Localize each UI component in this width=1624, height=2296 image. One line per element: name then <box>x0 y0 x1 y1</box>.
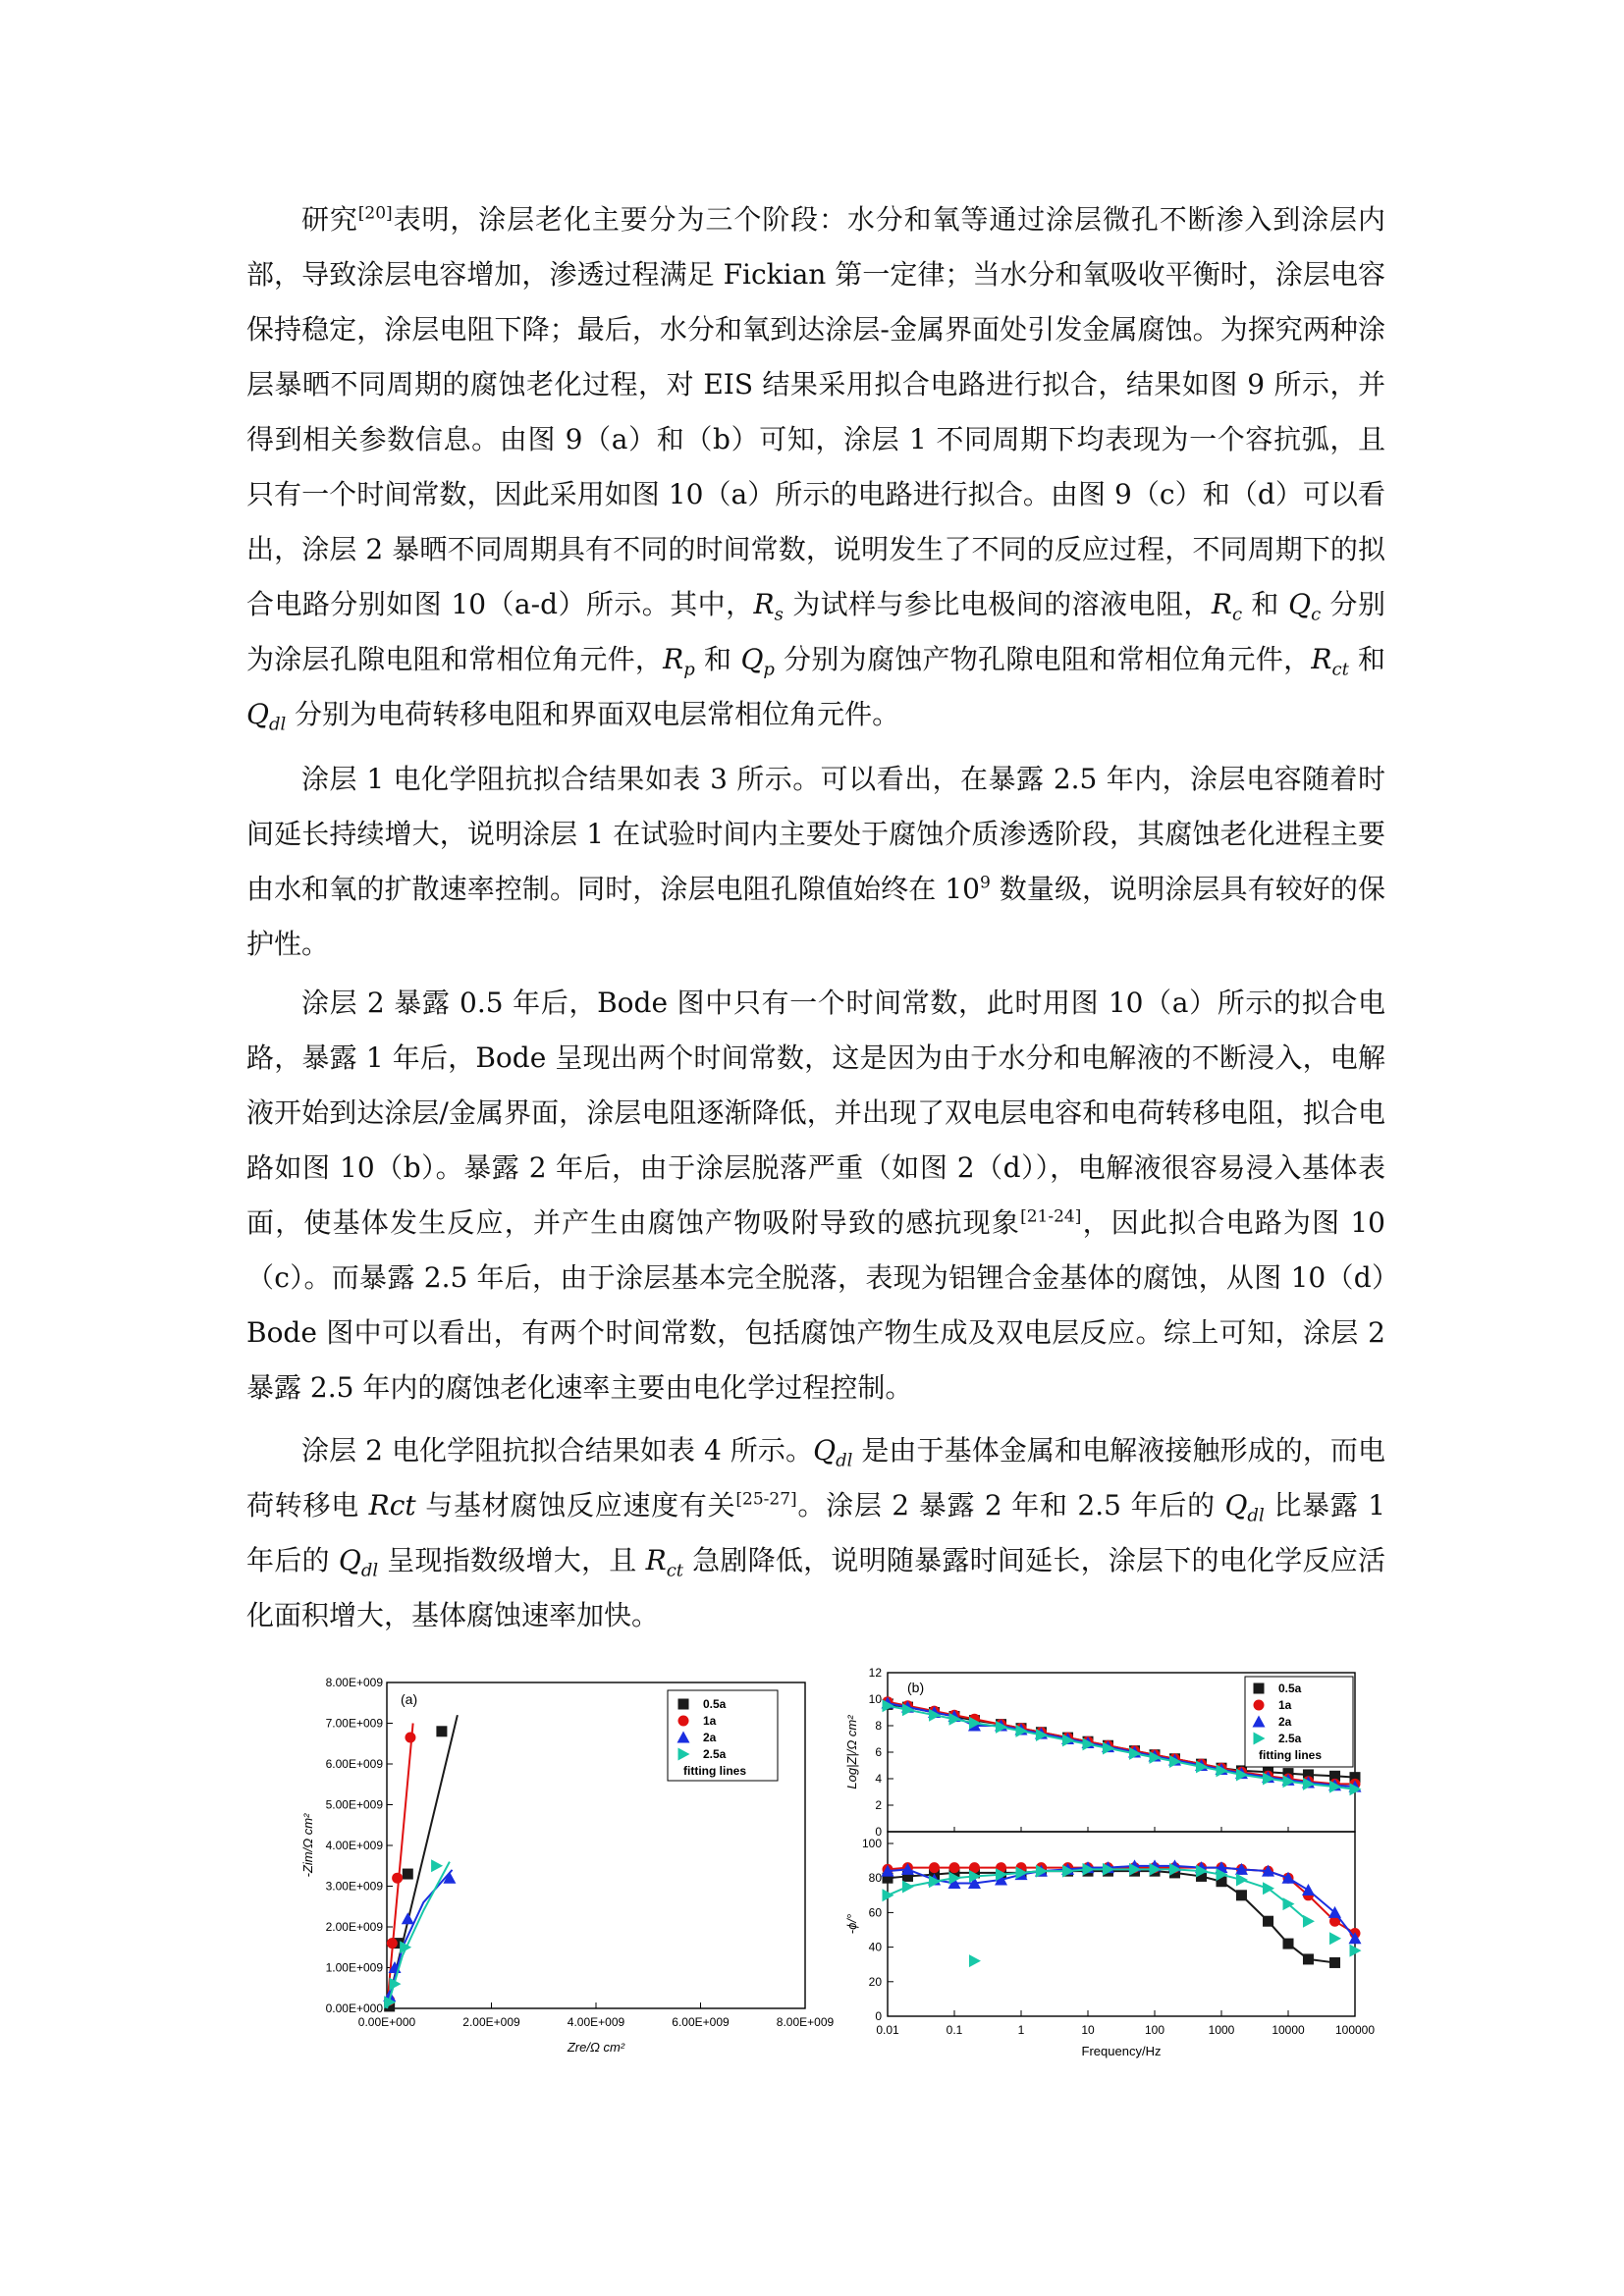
y-tick-label: 5.00E+009 <box>325 1797 383 1812</box>
y-tick-label: 0 <box>875 2009 882 2023</box>
x-tick-label: 4.00E+009 <box>567 2015 625 2029</box>
y-tick-label: 12 <box>868 1666 882 1680</box>
y-tick-label: 20 <box>868 1974 882 1989</box>
text-run: 比暴露 1 年后的 <box>246 1489 1386 1576</box>
data-point-bottom-2.5a <box>1303 1915 1315 1928</box>
symbol-subscript: dl <box>836 1450 853 1471</box>
text-run: 研究 <box>301 203 358 236</box>
symbol: Q <box>246 698 269 730</box>
y-tick-label: 60 <box>868 1905 882 1920</box>
y-axis-label-top: Log|Z|/Ω cm² <box>844 1715 859 1789</box>
data-point-bottom-0.5a <box>1303 1953 1314 1964</box>
symbol: Q <box>338 1544 361 1576</box>
symbol-subscript: dl <box>268 714 287 735</box>
symbol: Q <box>813 1434 837 1467</box>
x-tick-label: 10000 <box>1272 2023 1305 2037</box>
data-point-bottom-0.5a <box>1329 1957 1340 1968</box>
legend-label: 0.5a <box>1278 1682 1302 1695</box>
text-run: 分别为腐蚀产物孔隙电阻和常相位角元件， <box>774 643 1312 675</box>
symbol: Rct <box>368 1489 416 1522</box>
data-point-1a <box>392 1873 403 1884</box>
plot-frame-bottom <box>888 1832 1355 2016</box>
legend-label: 2a <box>1278 1715 1292 1729</box>
data-point-2a <box>402 1912 414 1924</box>
text-run: 急剧降低，说明随暴露时间延长，涂层下的电化学反应活化面积增大，基体腐蚀速率加快。 <box>246 1544 1385 1631</box>
y-tick-label: 8 <box>875 1719 882 1733</box>
text-run: 为试样与参比电极间的溶液电阻， <box>783 588 1212 620</box>
y-tick-label: 100 <box>861 1837 882 1850</box>
text-run: 与基材腐蚀反应速度有关 <box>415 1489 736 1522</box>
legend-label: 2.5a <box>1278 1732 1302 1745</box>
y-tick-label: 0.00E+000 <box>325 2002 383 2015</box>
body-paragraph-4 <box>246 1423 1385 1643</box>
data-point-bottom-2a <box>1302 1884 1315 1896</box>
panel-label: (a) <box>401 1691 418 1707</box>
legend-marker-1a <box>1254 1700 1265 1711</box>
x-tick-label: 1 <box>1017 2023 1025 2037</box>
symbol-subscript: dl <box>360 1560 379 1581</box>
y-tick-label: 6 <box>875 1745 882 1759</box>
y-tick-label: 8.00E+009 <box>325 1676 383 1689</box>
text-run: 分别为电荷转移电阻和界面双电层常相位角元件。 <box>286 698 900 730</box>
legend-marker-0.5a <box>1254 1683 1265 1694</box>
y-tick-label: 0 <box>875 1825 882 1839</box>
symbol-subscript: s <box>774 604 784 625</box>
y-tick-label: 3.00E+009 <box>325 1879 383 1894</box>
y-tick-label: 6.00E+009 <box>325 1757 383 1771</box>
symbol: R <box>1311 643 1332 675</box>
text-run: 是由于基体金属和电解液接触形成的，而电荷转移电 <box>246 1434 1386 1522</box>
symbol: Q <box>1224 1489 1248 1522</box>
x-tick-label: 100000 <box>1334 2023 1376 2037</box>
text-run: 。涂层 2 暴露 2 年和 2.5 年后的 <box>796 1489 1225 1522</box>
nyquist-plot-a <box>295 1659 844 2071</box>
text-run: 分别为涂层孔隙电阻和常相位角元件， <box>246 588 1386 675</box>
legend-label: 2.5a <box>703 1747 727 1761</box>
data-point-2.5a <box>431 1859 443 1872</box>
exponent: 9 <box>979 873 991 893</box>
data-point-bottom-2.5a <box>1329 1932 1341 1945</box>
panel-label: (b) <box>907 1680 925 1695</box>
symbol: R <box>645 1544 667 1576</box>
data-point-0.5a <box>403 1869 413 1880</box>
symbol: R <box>753 588 775 620</box>
data-point-bottom-0.5a <box>1283 1939 1294 1949</box>
x-tick-label: 10 <box>1081 2023 1095 2037</box>
y-tick-label: 7.00E+009 <box>325 1716 383 1731</box>
x-axis-label: Frequency/Hz <box>1081 2044 1162 2058</box>
y-tick-label: 1.00E+009 <box>325 1960 383 1975</box>
x-tick-label: 1000 <box>1208 2023 1235 2037</box>
x-tick-label: 6.00E+009 <box>672 2015 730 2029</box>
y-tick-label: 4 <box>875 1772 882 1786</box>
data-point-1a <box>387 1938 398 1949</box>
text-run: 表明，涂层老化主要分为三个阶段：水分和氧等通过涂层微孔不断渗入到涂层内部，导致涂层电容增加，渗透过程满足 Fickian 第一定律；当水分和氧吸收平衡时，涂层电容保持稳定，涂层电阻下降；最后，水分和氧到达涂层-金属界面处引发金属腐蚀。为探究两种涂层暴晒不同周期的腐蚀老化过程，对 EIS 结果采用拟合电路进行拟合，结果如图 9 所示，并得到相关参数信息。由图 9（a）和（b）可知，涂层 1 不同周期下均表现为一个容抗弧，且只有一个时间常数，因此采用如图 10（a）所示的电路进行拟合。由图 9（c）和（d）可以看出，涂层 2 暴晒不同周期具有不同的时间常数，说明发生了不同的反应过程，不同周期下的拟合电路分别如图 10（a-d）所示。其中， <box>246 203 1385 620</box>
data-point-bottom-2.5a <box>1236 1873 1248 1886</box>
symbol: R <box>1211 588 1232 620</box>
symbol-subscript: ct <box>1331 659 1349 680</box>
citation: [21-24] <box>1020 1206 1082 1227</box>
body-paragraph-3 <box>246 976 1385 1415</box>
text-run: 和 <box>1348 643 1385 675</box>
legend-marker-0.5a <box>678 1699 689 1710</box>
symbol-subscript: dl <box>1247 1505 1265 1526</box>
data-point-0.5a <box>436 1726 447 1736</box>
body-paragraph-1 <box>246 192 1385 742</box>
body-paragraph-2 <box>246 752 1385 972</box>
legend-label: 1a <box>1278 1698 1292 1712</box>
legend-label: 1a <box>703 1714 717 1728</box>
symbol: R <box>663 643 684 675</box>
text-run: 涂层 1 电化学阻抗拟合结果如表 3 所示。可以看出，在暴露 2.5 年内，涂层电容随着时间延长持续增大，说明涂层 1 在试验时间内主要处于腐蚀介质渗透阶段，其腐蚀老化进程主要由水和氧的扩散速率控制。同时，涂层电阻孔隙值始终在 10 <box>246 763 1385 905</box>
legend-marker-1a <box>678 1716 689 1727</box>
y-tick-label: 40 <box>868 1940 882 1954</box>
text-run: 数量级，说明涂层具有较好的保护性。 <box>246 873 1385 960</box>
y-tick-label: 4.00E+009 <box>325 1839 383 1852</box>
x-tick-label: 0.01 <box>876 2023 899 2037</box>
symbol-subscript: p <box>763 659 775 680</box>
symbol: Q <box>740 643 764 675</box>
x-tick-label: 2.00E+009 <box>462 2015 520 2029</box>
x-tick-label: 8.00E+009 <box>776 2015 835 2029</box>
data-point-bottom-1a <box>949 1862 960 1873</box>
x-tick-label: 100 <box>1144 2023 1165 2037</box>
symbol-subscript: c <box>1311 604 1322 625</box>
legend-label: fitting lines <box>1259 1748 1322 1762</box>
legend-label: 2a <box>703 1731 717 1744</box>
legend-label: 0.5a <box>703 1697 727 1711</box>
y-tick-label: 2 <box>875 1798 882 1812</box>
text-run: 和 <box>694 643 741 675</box>
y-tick-label: 2.00E+009 <box>325 1920 383 1934</box>
symbol-subscript: c <box>1231 604 1243 625</box>
text-run: 和 <box>1242 588 1289 620</box>
data-point-1a <box>405 1733 415 1743</box>
y-axis-label: -Zim/Ω cm² <box>300 1813 315 1878</box>
citation: [25-27] <box>735 1489 797 1510</box>
text-run: 涂层 2 电化学阻抗拟合结果如表 4 所示。 <box>301 1434 814 1467</box>
x-tick-label: 0.1 <box>946 2023 963 2037</box>
y-tick-label: 80 <box>868 1871 882 1886</box>
legend-label: fitting lines <box>683 1764 746 1778</box>
bode-plot-b <box>844 1659 1394 2071</box>
data-point-bottom-1a <box>929 1862 940 1873</box>
y-axis-label-bottom: -ϕ/° <box>844 1913 859 1935</box>
text-run: 涂层 2 暴露 0.5 年后，Bode 图中只有一个时间常数，此时用图 10（a）所示的拟合电路，暴露 1 年后，Bode 呈现出两个时间常数，这是因为由于水分和电解液的不断浸入，电解液开始到达涂层/金属界面，涂层电阻逐渐降低，并出现了双电层电容和电荷转移电阻，拟合电路如图 10（b）。暴露 2 年后，由于涂层脱落严重（如图 2（d）），电解液很容易浸入基体表面，使基体发生反应，并产生由腐蚀产物吸附导致的感抗现象 <box>246 987 1385 1239</box>
data-point-bottom-0.5a <box>1236 1890 1247 1900</box>
x-tick-label: 0.00E+000 <box>357 2015 416 2029</box>
data-point-bottom-2.5a <box>902 1881 914 1894</box>
symbol: Q <box>1288 588 1312 620</box>
citation: [20] <box>357 203 393 224</box>
symbol-subscript: p <box>683 659 695 680</box>
text-run: 呈现指数级增大，且 <box>378 1544 646 1576</box>
y-tick-label: 10 <box>868 1692 882 1706</box>
text-run: ，因此拟合电路为图 10（c）。而暴露 2.5 年后，由于涂层基本完全脱落，表现为铝锂合金基体的腐蚀，从图 10（d）Bode 图中可以看出，有两个时间常数，包括腐蚀产物生成及双电层反应。综上可知，涂层 2 暴露 2.5 年内的腐蚀老化速率主要由电化学过程控制。 <box>246 1206 1385 1404</box>
x-axis-label: Zre/Ω cm² <box>567 2040 625 2055</box>
symbol-subscript: ct <box>666 1560 684 1581</box>
data-point-bottom-0.5a <box>1263 1916 1273 1927</box>
data-point-bottom-2.5a <box>969 1954 981 1967</box>
